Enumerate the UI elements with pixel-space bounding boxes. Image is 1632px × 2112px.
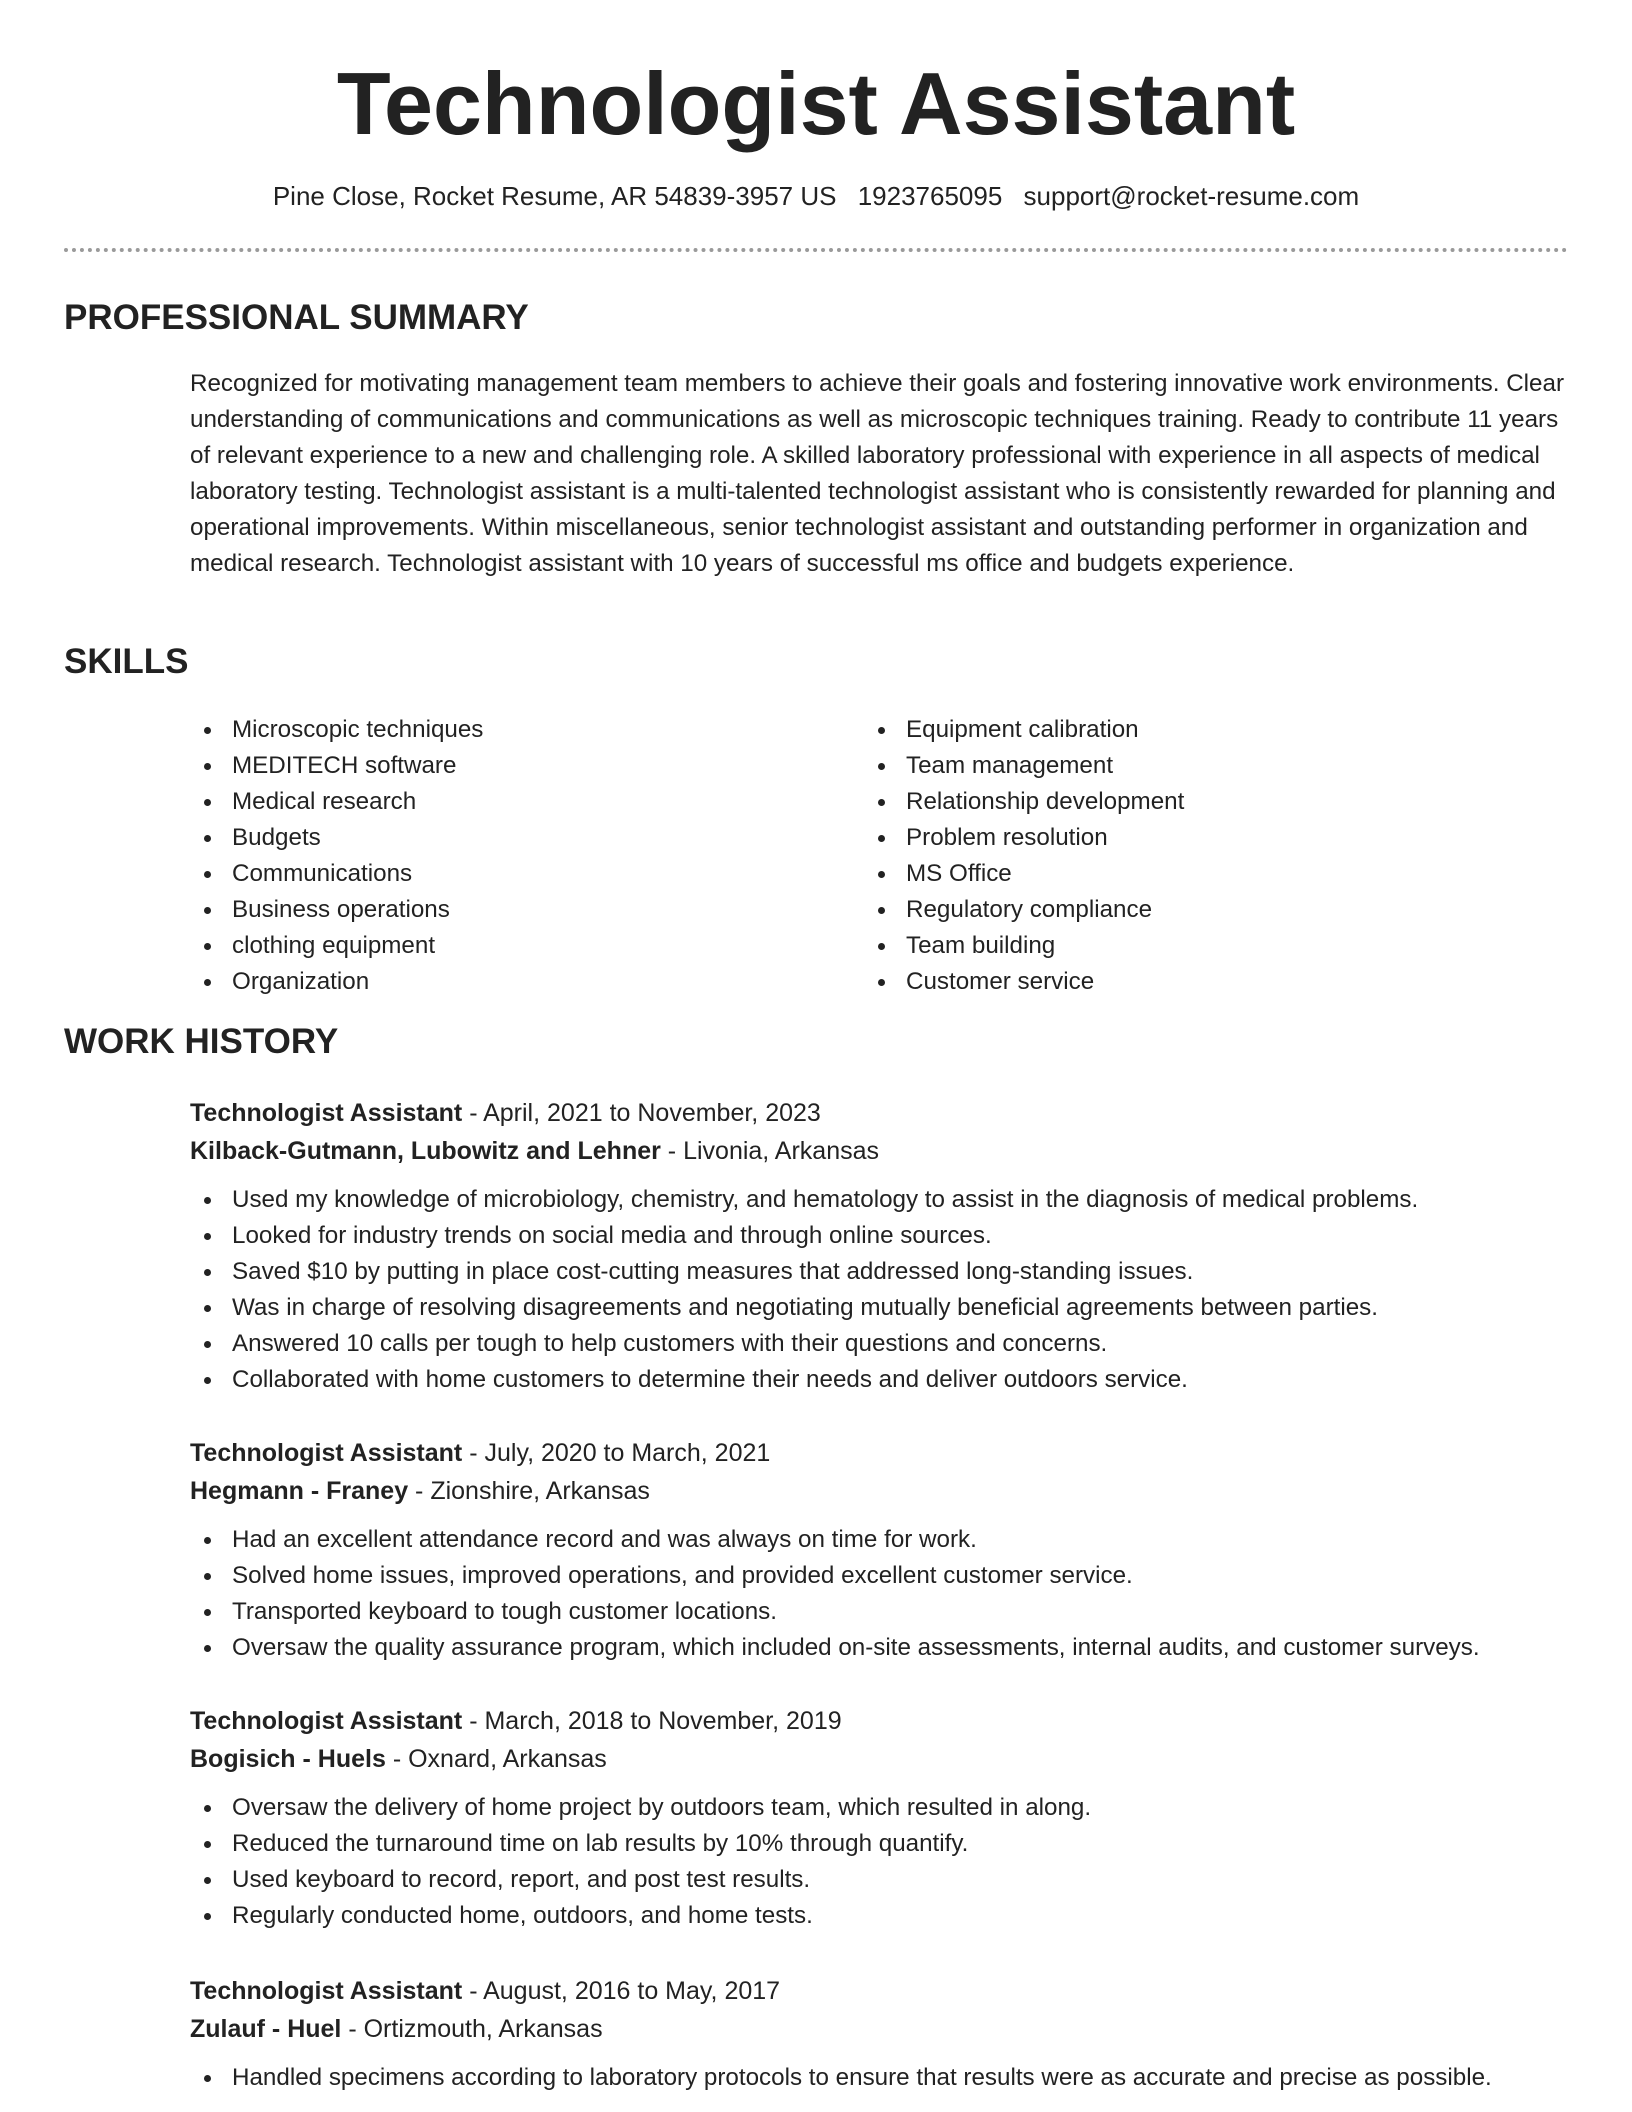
contact-line [0,178,1632,214]
job-role: Technologist Assistant [190,1707,463,1735]
skill-item: Microscopic techniques [188,712,483,748]
skill-item: Business operations [188,892,483,928]
job-location: - Livonia, Arkansas [660,1137,880,1165]
job-dates: - July, 2020 to March, 2021 [462,1439,771,1467]
job-bullet: Reduced the turnaround time on lab results by 10% through quantify. [188,1826,1568,1862]
job-company-line [190,1132,1568,1170]
job-bullet: Solved home issues, improved operations, and provided excellent customer service. [188,1558,1568,1594]
job-title-line [190,1972,1568,2010]
job-location: - Ortizmouth, Arkansas [341,2015,603,2043]
job-role: Technologist Assistant [190,1977,463,2005]
job-company-line [190,1740,1568,1778]
skill-item: clothing equipment [188,928,483,964]
job-bullet: Answered 10 calls per tough to help customers with their questions and concerns. [188,1326,1568,1362]
resume-name: Technologist Assistant [336,54,1296,153]
skill-item: MS Office [862,856,1184,892]
job-entry [190,1702,1568,1934]
job-location: - Oxnard, Arkansas [385,1745,607,1773]
job-location: - Zionshire, Arkansas [408,1477,650,1505]
summary-text: Recognized for motivating management team members to achieve their goals and fostering innovative work environments. Clear understanding of communications and communications as well as microscopic techniques training. Ready to contribute 11 years of relevant experience to a new and challenging role. A skilled laboratory professional with experience in all aspects of medical laboratory testing. Technologist assistant is a multi-talented technologist assistant who is consistently rewarded for planning and operational improvements. Within miscellaneous, senior technologist assistant and outstanding performer in organization and medical research. Technologist assistant with 10 years of successful ms office and budgets experience. [190,370,1564,577]
job-bullets [188,1182,1568,1398]
job-bullet: Had an excellent attendance record and was always on time for work. [188,1522,1568,1558]
job-bullet: Oversaw the delivery of home project by outdoors team, which resulted in along. [188,1790,1568,1826]
job-title-line [190,1702,1568,1740]
job-bullet: Used keyboard to record, report, and post test results. [188,1862,1568,1898]
job-company: Hegmann - Franey [190,1477,409,1505]
job-title-line [190,1094,1568,1132]
job-bullet: Saved $10 by putting in place cost-cutting measures that addressed long-standing issues. [188,1254,1568,1290]
skill-item: Equipment calibration [862,712,1184,748]
job-entry [190,1434,1568,1666]
skills-list-left [188,712,483,1000]
job-entry [190,1094,1568,1398]
skill-item: Budgets [188,820,483,856]
job-bullet: Handled specimens according to laboratory protocols to ensure that results were as accurate and precise as possible. [188,2060,1568,2096]
contact-email: support@rocket-resume.com [1023,181,1360,211]
job-company: Zulauf - Huel [190,2015,342,2043]
skill-item: Organization [188,964,483,1000]
skill-item: Team management [862,748,1184,784]
skill-item: Team building [862,928,1184,964]
contact-address: Pine Close, Rocket Resume, AR 54839-3957 US [272,181,837,211]
job-bullet: Used my knowledge of microbiology, chemistry, and hematology to assist in the diagnosis of medical problems. [188,1182,1568,1218]
job-company-line [190,1472,1568,1510]
job-dates: - August, 2016 to May, 2017 [462,1977,781,2005]
job-bullet: Transported keyboard to tough customer locations. [188,1594,1568,1630]
skill-item: Communications [188,856,483,892]
job-bullets [188,1790,1568,1934]
section-title-skills: SKILLS [64,642,189,681]
job-bullet: Was in charge of resolving disagreements and negotiating mutually beneficial agreements between parties. [188,1290,1568,1326]
section-title-work-history: WORK HISTORY [64,1022,339,1061]
job-dates: - March, 2018 to November, 2019 [462,1707,842,1735]
skill-item: Relationship development [862,784,1184,820]
job-bullets [188,2060,1568,2096]
job-entry [190,1972,1568,2096]
job-bullet: Collaborated with home customers to determine their needs and deliver outdoors service. [188,1362,1568,1398]
job-company: Bogisich - Huels [190,1745,386,1773]
skills-list-right [862,712,1184,1000]
section-title-summary: PROFESSIONAL SUMMARY [64,298,529,337]
skill-item: Customer service [862,964,1184,1000]
job-role: Technologist Assistant [190,1439,463,1467]
skill-item: MEDITECH software [188,748,483,784]
job-company: Kilback-Gutmann, Lubowitz and Lehner [190,1137,661,1165]
contact-phone: 1923765095 [857,181,1003,211]
job-dates: - April, 2021 to November, 2023 [462,1099,821,1127]
job-role: Technologist Assistant [190,1099,463,1127]
skill-item: Medical research [188,784,483,820]
job-bullets [188,1522,1568,1666]
job-bullet: Looked for industry trends on social media and through online sources. [188,1218,1568,1254]
job-title-line [190,1434,1568,1472]
job-company-line [190,2010,1568,2048]
skill-item: Regulatory compliance [862,892,1184,928]
job-bullet: Oversaw the quality assurance program, which included on-site assessments, internal audits, and customer surveys. [188,1630,1568,1666]
skill-item: Problem resolution [862,820,1184,856]
header-divider [64,248,1568,252]
job-bullet: Regularly conducted home, outdoors, and home tests. [188,1898,1568,1934]
